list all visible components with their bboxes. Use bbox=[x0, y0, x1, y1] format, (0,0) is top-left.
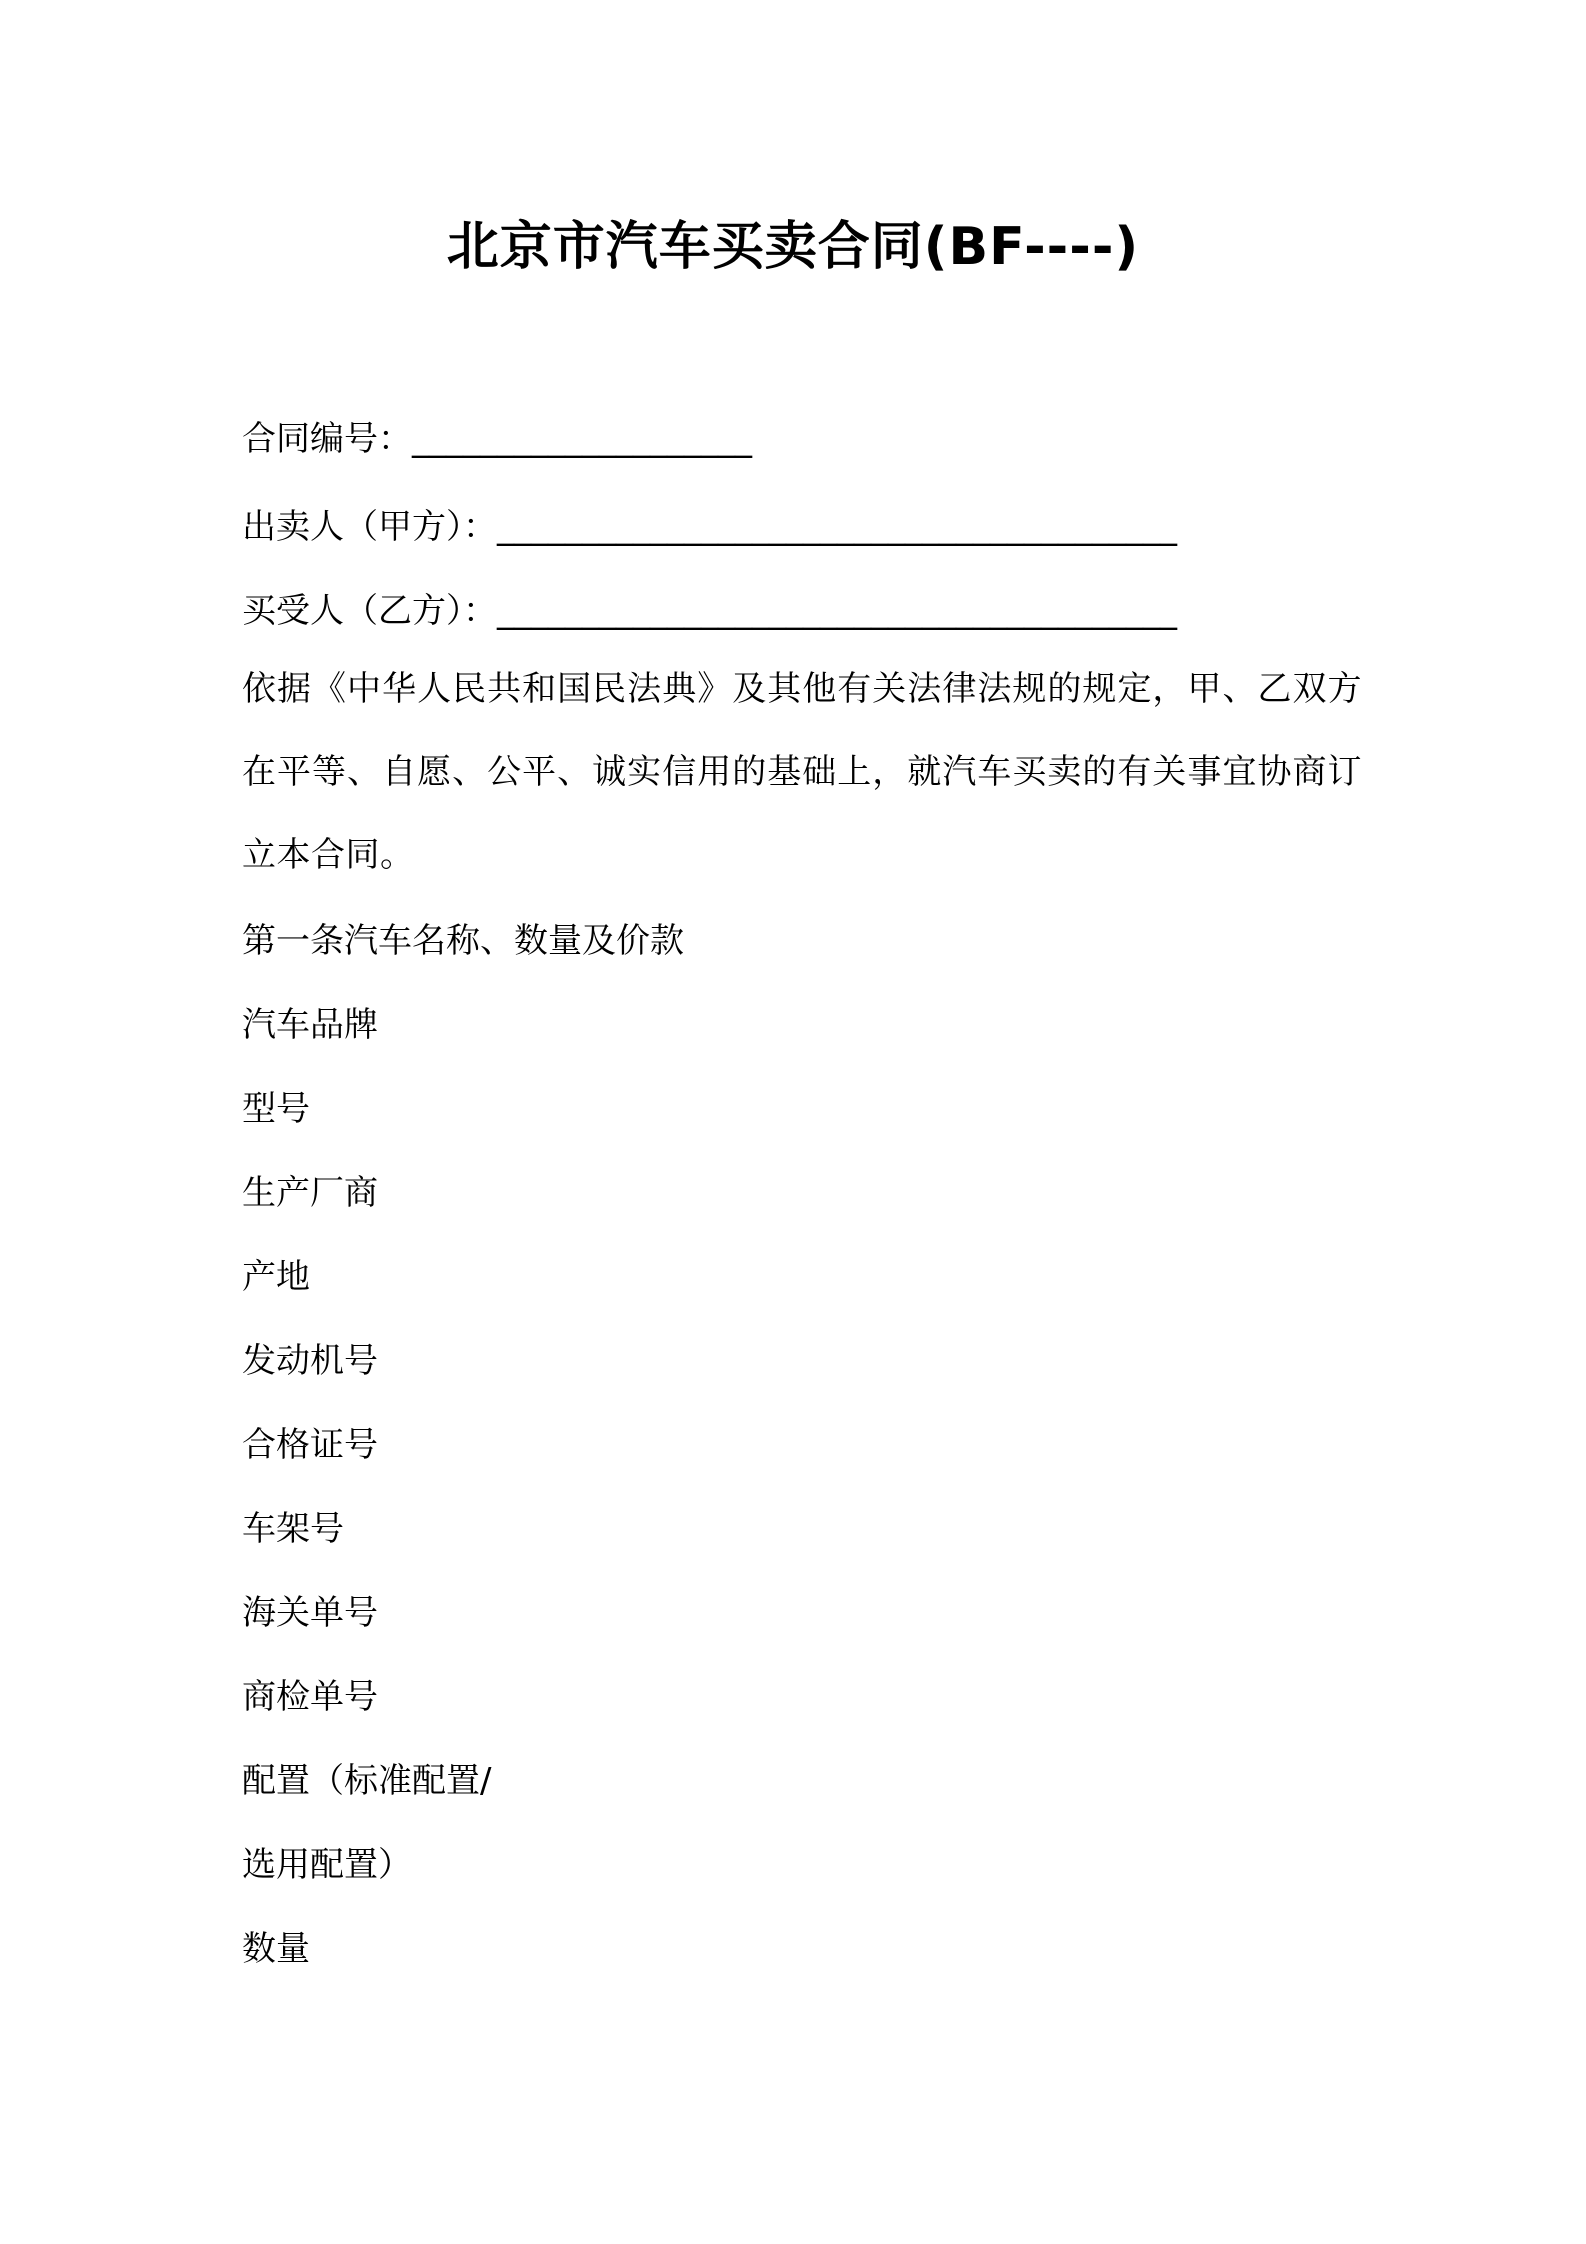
intro-paragraph: 依据《中华人民共和国民法典》及其他有关法律法规的规定，甲、乙双方在平等、自愿、公平、诚实信用的基础上，就汽车买卖的有关事宜协商订立本合同。 bbox=[242, 669, 1362, 875]
seller-field bbox=[242, 503, 1177, 551]
buyer-label: 买受人（乙方）： bbox=[242, 591, 497, 631]
contract-number-label: 合同编号： bbox=[242, 419, 412, 459]
list-item: 生产厂商 bbox=[242, 1173, 378, 1213]
list-item: 数量 bbox=[242, 1929, 310, 1969]
buyer-field bbox=[242, 587, 1177, 635]
list-item: 汽车品牌 bbox=[242, 1005, 378, 1045]
buyer-blank: ________________________________________ bbox=[497, 591, 1177, 631]
list-item: 发动机号 bbox=[242, 1341, 378, 1381]
seller-blank: ________________________________________ bbox=[497, 507, 1177, 547]
list-item: 合格证号 bbox=[242, 1425, 378, 1465]
list-item: 配置（标准配置/ bbox=[242, 1761, 492, 1801]
section-title: 第一条汽车名称、数量及价款 bbox=[242, 921, 684, 961]
contract-number-field bbox=[242, 415, 752, 463]
list-item: 型号 bbox=[242, 1089, 310, 1129]
list-item: 海关单号 bbox=[242, 1593, 378, 1633]
contract-number-blank: ____________________ bbox=[412, 419, 752, 459]
list-item: 选用配置） bbox=[242, 1845, 412, 1885]
seller-label: 出卖人（甲方）： bbox=[242, 507, 497, 547]
document-title: 北京市汽车买卖合同(BF----) bbox=[446, 217, 1140, 277]
list-item: 商检单号 bbox=[242, 1677, 378, 1717]
list-item: 产地 bbox=[242, 1257, 310, 1297]
list-item: 车架号 bbox=[242, 1509, 344, 1549]
